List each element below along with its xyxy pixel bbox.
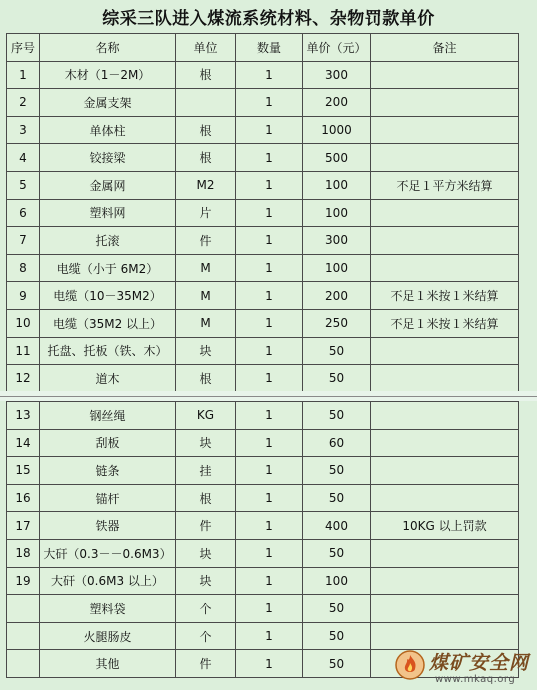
cell-unit: 挂 (176, 457, 236, 485)
page-title: 综采三队进入煤流系统材料、杂物罚款单价 (102, 9, 435, 29)
cell-qty: 1 (236, 89, 303, 117)
watermark (395, 648, 537, 690)
cell-unit: 个 (176, 595, 236, 623)
cell-note (371, 89, 519, 117)
cell-price: 50 (303, 539, 371, 567)
header-qty: 数量 (236, 34, 303, 62)
cell-note: 不足１平方米结算 (371, 171, 519, 199)
cell-unit: M2 (176, 171, 236, 199)
cell-name: 其他 (40, 650, 176, 678)
cell-no: 19 (7, 567, 40, 595)
cell-name: 锚杆 (40, 484, 176, 512)
cell-price: 200 (303, 89, 371, 117)
cell-name: 链条 (40, 457, 176, 485)
table-row (7, 309, 519, 337)
cell-note (371, 199, 519, 227)
table-row (7, 365, 519, 393)
cell-note (371, 116, 519, 144)
cell-name: 金属网 (40, 171, 176, 199)
fire-logo-icon (395, 650, 425, 680)
cell-qty: 1 (236, 199, 303, 227)
cell-note (371, 144, 519, 172)
watermark-url: www.mkaq.org (435, 674, 516, 685)
cell-no: 1 (7, 61, 40, 89)
cell-no: 10 (7, 309, 40, 337)
cell-unit: 片 (176, 199, 236, 227)
cell-no (7, 595, 40, 623)
cell-price: 300 (303, 61, 371, 89)
table-row (7, 429, 519, 457)
cell-name: 钢丝绳 (40, 402, 176, 430)
cell-note (371, 622, 519, 650)
cell-unit: 件 (176, 512, 236, 540)
cell-name: 大矸（0.3－－0.6M3） (40, 539, 176, 567)
cell-name: 塑料网 (40, 199, 176, 227)
cell-price: 250 (303, 309, 371, 337)
table-row (7, 402, 519, 430)
table-row (7, 484, 519, 512)
cell-no: 11 (7, 337, 40, 365)
cell-no: 16 (7, 484, 40, 512)
table-row (7, 595, 519, 623)
cell-note (371, 484, 519, 512)
cell-name: 单体柱 (40, 116, 176, 144)
cell-qty: 1 (236, 539, 303, 567)
cell-no: 12 (7, 365, 40, 393)
cell-qty: 1 (236, 429, 303, 457)
cell-name: 电缆（35M2 以上） (40, 309, 176, 337)
cell-price: 300 (303, 227, 371, 255)
cell-price: 200 (303, 282, 371, 310)
cell-name: 铰接梁 (40, 144, 176, 172)
table-row (7, 116, 519, 144)
header-price: 单价（元） (303, 34, 371, 62)
cell-qty: 1 (236, 337, 303, 365)
cell-unit: 个 (176, 622, 236, 650)
cell-name: 塑料袋 (40, 595, 176, 623)
cell-no: 14 (7, 429, 40, 457)
cell-name: 电缆（小于 6M2） (40, 254, 176, 282)
cell-qty: 1 (236, 595, 303, 623)
cell-no: 8 (7, 254, 40, 282)
table-row (7, 512, 519, 540)
cell-unit: KG (176, 402, 236, 430)
cell-unit: 块 (176, 567, 236, 595)
cell-unit: 块 (176, 429, 236, 457)
cell-price: 50 (303, 365, 371, 393)
cell-unit: 件 (176, 650, 236, 678)
cell-no: 17 (7, 512, 40, 540)
cell-unit: 根 (176, 116, 236, 144)
cell-note (371, 227, 519, 255)
cell-unit: 件 (176, 227, 236, 255)
cell-price: 50 (303, 650, 371, 678)
cell-note: 不足１米按１米结算 (371, 309, 519, 337)
cell-name: 电缆（10－35M2） (40, 282, 176, 310)
cell-note: 不足１米按１米结算 (371, 282, 519, 310)
cell-no (7, 622, 40, 650)
cell-qty: 1 (236, 457, 303, 485)
header-unit: 单位 (176, 34, 236, 62)
cell-price: 100 (303, 199, 371, 227)
cell-price: 400 (303, 512, 371, 540)
cell-unit: 根 (176, 484, 236, 512)
cell-qty: 1 (236, 650, 303, 678)
cell-price: 50 (303, 484, 371, 512)
table-row (7, 144, 519, 172)
cell-name: 托滚 (40, 227, 176, 255)
header-name: 名称 (40, 34, 176, 62)
cell-qty: 1 (236, 567, 303, 595)
cell-qty: 1 (236, 282, 303, 310)
cell-unit: M (176, 309, 236, 337)
cell-no: 6 (7, 199, 40, 227)
price-table-part1 (6, 33, 519, 393)
watermark-text: 煤矿安全网 (429, 652, 530, 674)
cell-name: 火腿肠皮 (40, 622, 176, 650)
cell-unit: M (176, 254, 236, 282)
table-row (7, 254, 519, 282)
cell-name: 金属支架 (40, 89, 176, 117)
cell-qty: 1 (236, 484, 303, 512)
cell-note (371, 595, 519, 623)
cell-no: 9 (7, 282, 40, 310)
cell-no: 15 (7, 457, 40, 485)
cell-no: 5 (7, 171, 40, 199)
cell-unit: 根 (176, 61, 236, 89)
cell-note (371, 61, 519, 89)
cell-price: 100 (303, 171, 371, 199)
divider (0, 396, 537, 397)
table-row (7, 282, 519, 310)
cell-qty: 1 (236, 512, 303, 540)
cell-qty: 1 (236, 227, 303, 255)
cell-price: 100 (303, 567, 371, 595)
cell-qty: 1 (236, 365, 303, 393)
cell-unit: 块 (176, 337, 236, 365)
cell-note (371, 429, 519, 457)
cell-price: 50 (303, 457, 371, 485)
cell-name: 道木 (40, 365, 176, 393)
cell-name: 托盘、托板（铁、木） (40, 337, 176, 365)
table-row (7, 61, 519, 89)
cell-note (371, 457, 519, 485)
table-row (7, 89, 519, 117)
cell-qty: 1 (236, 622, 303, 650)
cell-note (371, 254, 519, 282)
table-row (7, 227, 519, 255)
cell-price: 500 (303, 144, 371, 172)
cell-unit: 根 (176, 365, 236, 393)
cell-price: 100 (303, 254, 371, 282)
cell-no (7, 650, 40, 678)
cell-qty: 1 (236, 171, 303, 199)
table-row (7, 337, 519, 365)
cell-price: 50 (303, 595, 371, 623)
table-row (7, 457, 519, 485)
cell-no: 7 (7, 227, 40, 255)
cell-note: 10KG 以上罚款 (371, 512, 519, 540)
cell-unit: 块 (176, 539, 236, 567)
cell-no: 2 (7, 89, 40, 117)
cell-note (371, 365, 519, 393)
cell-unit: 根 (176, 144, 236, 172)
table-row (7, 567, 519, 595)
cell-no: 4 (7, 144, 40, 172)
cell-note (371, 337, 519, 365)
cell-name: 铁器 (40, 512, 176, 540)
cell-price: 1000 (303, 116, 371, 144)
cell-no: 13 (7, 402, 40, 430)
cell-no: 3 (7, 116, 40, 144)
cell-price: 50 (303, 337, 371, 365)
cell-qty: 1 (236, 116, 303, 144)
cell-name: 刮板 (40, 429, 176, 457)
cell-unit (176, 89, 236, 117)
cell-qty: 1 (236, 144, 303, 172)
cell-qty: 1 (236, 61, 303, 89)
cell-qty: 1 (236, 402, 303, 430)
cell-unit: M (176, 282, 236, 310)
table-header-row (7, 34, 519, 62)
table-row (7, 622, 519, 650)
cell-qty: 1 (236, 309, 303, 337)
cell-price: 60 (303, 429, 371, 457)
cell-price: 50 (303, 622, 371, 650)
table-row (7, 539, 519, 567)
cell-no: 18 (7, 539, 40, 567)
cell-note (371, 539, 519, 567)
cell-note (371, 402, 519, 430)
header-no: 序号 (7, 34, 40, 62)
cell-price: 50 (303, 402, 371, 430)
table-row (7, 199, 519, 227)
cell-note (371, 567, 519, 595)
price-table-part2 (6, 401, 519, 678)
table-row (7, 171, 519, 199)
cell-qty: 1 (236, 254, 303, 282)
cell-name: 木材（1－2M） (40, 61, 176, 89)
cell-name: 大矸（0.6M3 以上） (40, 567, 176, 595)
header-note: 备注 (371, 34, 519, 62)
